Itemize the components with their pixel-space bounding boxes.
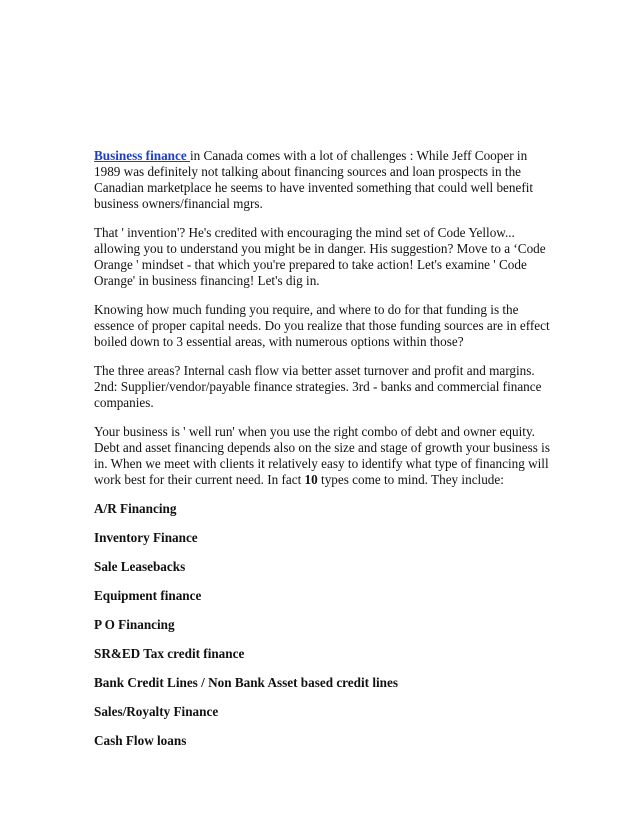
types-count: 10 <box>304 472 318 487</box>
paragraph-well-run-text: Your business is ' well run' when you use the right combo of debt and owner equity. Debt and asset financing depends also on the size and stage of growth your business is in. When we meet with clients it relatively easy to identify what type of financing will work best for their current need. In fact <box>94 424 550 487</box>
financing-type-item: P O Financing <box>94 617 175 632</box>
financing-type-item: Sales/Royalty Finance <box>94 704 219 719</box>
paragraph-intro-text: in Canada comes with a lot of challenges : While Jeff Cooper in 1989 was definitely not talking about financing sources and loan prospects in the Canadian marketplace he seems to have invented something that could well benefit business owners/financial mgrs. <box>94 148 534 211</box>
financing-type-item: SR&ED Tax credit finance <box>94 646 245 661</box>
financing-type-item: Bank Credit Lines / Non Bank Asset based credit lines <box>94 675 398 690</box>
financing-type-item: Cash Flow loans <box>94 733 187 748</box>
paragraph-funding-needs: Knowing how much funding you require, and where to do for that funding is the essence of proper capital needs. Do you realize that those funding sources are in effect boiled down to 3 essential areas, with numerous options within those? <box>94 302 550 349</box>
financing-type-item: A/R Financing <box>94 501 177 516</box>
paragraph-well-run-tail: types come to mind. They include: <box>317 472 504 487</box>
document-page <box>94 148 554 762</box>
paragraph-intro <box>94 148 554 212</box>
paragraph-code-yellow: That ' invention'? He's credited with encouraging the mind set of Code Yellow... allowing you to understand you might be in danger. His suggestion? Move to a ‘Code Orange ' mindset - that which you're prepared to take action! Let's examine ' Code Orange' in business financing! Let's dig in. <box>94 225 546 288</box>
business-finance-link[interactable]: Business finance <box>94 148 190 163</box>
financing-type-item: Equipment finance <box>94 588 202 603</box>
financing-type-item: Sale Leasebacks <box>94 559 186 574</box>
paragraph-well-run <box>94 424 554 488</box>
paragraph-three-areas: The three areas? Internal cash flow via better asset turnover and profit and margins. 2nd: Supplier/vendor/payable finance strategies. 3rd - banks and commercial finance companies. <box>94 363 542 410</box>
financing-type-item: Inventory Finance <box>94 530 198 545</box>
